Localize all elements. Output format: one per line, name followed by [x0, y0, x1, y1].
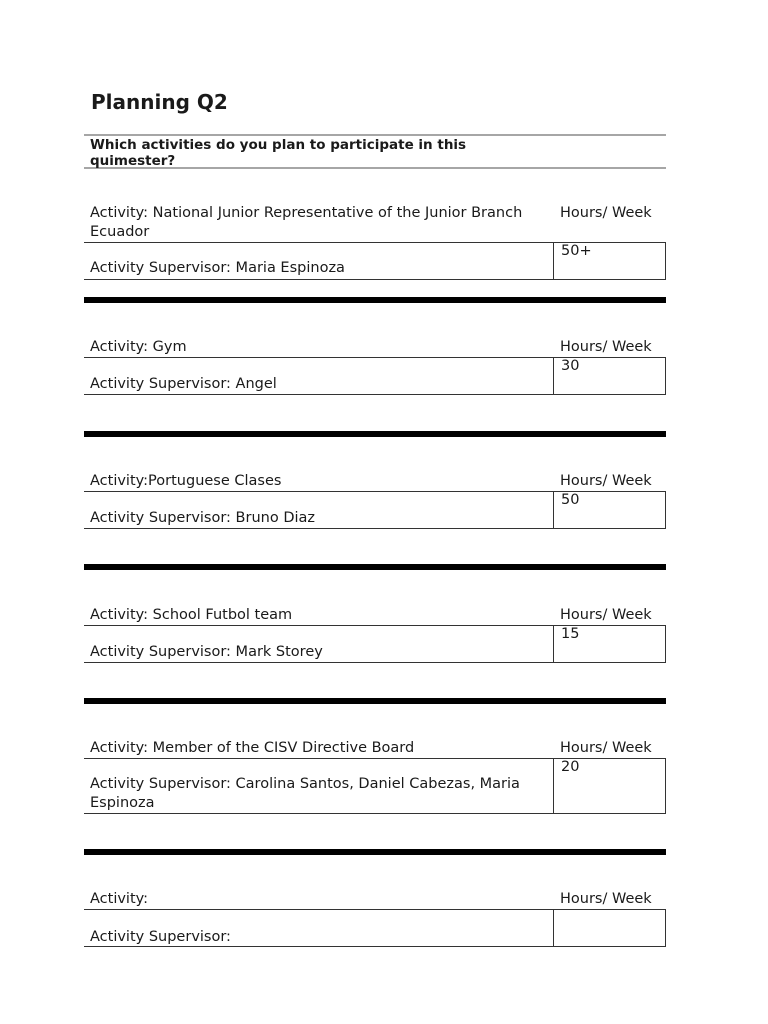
row-bottom-line	[84, 662, 553, 663]
supervisor-label: Activity Supervisor: Carolina Santos, Daniel Cabezas, Maria Espinoza	[90, 776, 520, 811]
supervisor-label: Activity Supervisor:	[90, 929, 231, 945]
activity-label: Activity: Member of the CISV Directive Board	[90, 740, 415, 756]
activity-block	[84, 472, 666, 530]
hours-value: 20	[561, 759, 580, 775]
row-bottom-line	[84, 394, 553, 395]
activity-block	[84, 204, 666, 280]
section-separator	[84, 564, 666, 570]
question-header	[84, 134, 666, 169]
page-title: Planning Q2	[91, 90, 228, 114]
activity-block	[84, 338, 666, 396]
row-divider	[84, 758, 553, 759]
supervisor-label: Activity Supervisor: Mark Storey	[90, 644, 323, 660]
hours-value: 30	[561, 358, 580, 374]
row-bottom-line	[84, 528, 553, 529]
hours-field[interactable]	[553, 758, 666, 814]
hours-value: 15	[561, 626, 580, 642]
section-separator	[84, 849, 666, 855]
hours-field[interactable]	[553, 625, 666, 663]
row-divider	[84, 491, 553, 492]
supervisor-label: Activity Supervisor: Angel	[90, 376, 277, 392]
hours-week-label: Hours/ Week	[560, 473, 652, 489]
row-divider	[84, 242, 553, 243]
hours-week-label: Hours/ Week	[560, 891, 652, 907]
activity-label: Activity: Gym	[90, 339, 187, 355]
activity-block	[84, 890, 666, 948]
row-divider	[84, 625, 553, 626]
hours-field[interactable]	[553, 909, 666, 947]
hours-field[interactable]	[553, 357, 666, 395]
row-divider	[84, 357, 553, 358]
question-text: Which activities do you plan to participate in this quimester?	[90, 137, 467, 169]
hours-value: 50+	[561, 243, 592, 259]
row-bottom-line	[84, 946, 553, 947]
activity-label: Activity:	[90, 891, 149, 907]
supervisor-label: Activity Supervisor: Bruno Diaz	[90, 510, 316, 526]
hours-value: 50	[561, 492, 580, 508]
activity-label: Activity: National Junior Representative of the Junior Branch Ecuador	[90, 205, 523, 240]
hours-field[interactable]	[553, 491, 666, 529]
row-bottom-line	[84, 813, 553, 814]
activity-label: Activity:Portuguese Clases	[90, 473, 282, 489]
hours-week-label: Hours/ Week	[560, 740, 652, 756]
supervisor-label: Activity Supervisor: Maria Espinoza	[90, 260, 345, 276]
hours-week-label: Hours/ Week	[560, 205, 652, 221]
activity-label: Activity: School Futbol team	[90, 607, 293, 623]
hours-week-label: Hours/ Week	[560, 607, 652, 623]
row-bottom-line	[84, 279, 553, 280]
section-separator	[84, 431, 666, 437]
hours-week-label: Hours/ Week	[560, 339, 652, 355]
row-divider	[84, 909, 553, 910]
hours-field[interactable]	[553, 242, 666, 280]
activity-block	[84, 606, 666, 664]
activity-block	[84, 739, 666, 815]
section-separator	[84, 698, 666, 704]
section-separator	[84, 297, 666, 303]
